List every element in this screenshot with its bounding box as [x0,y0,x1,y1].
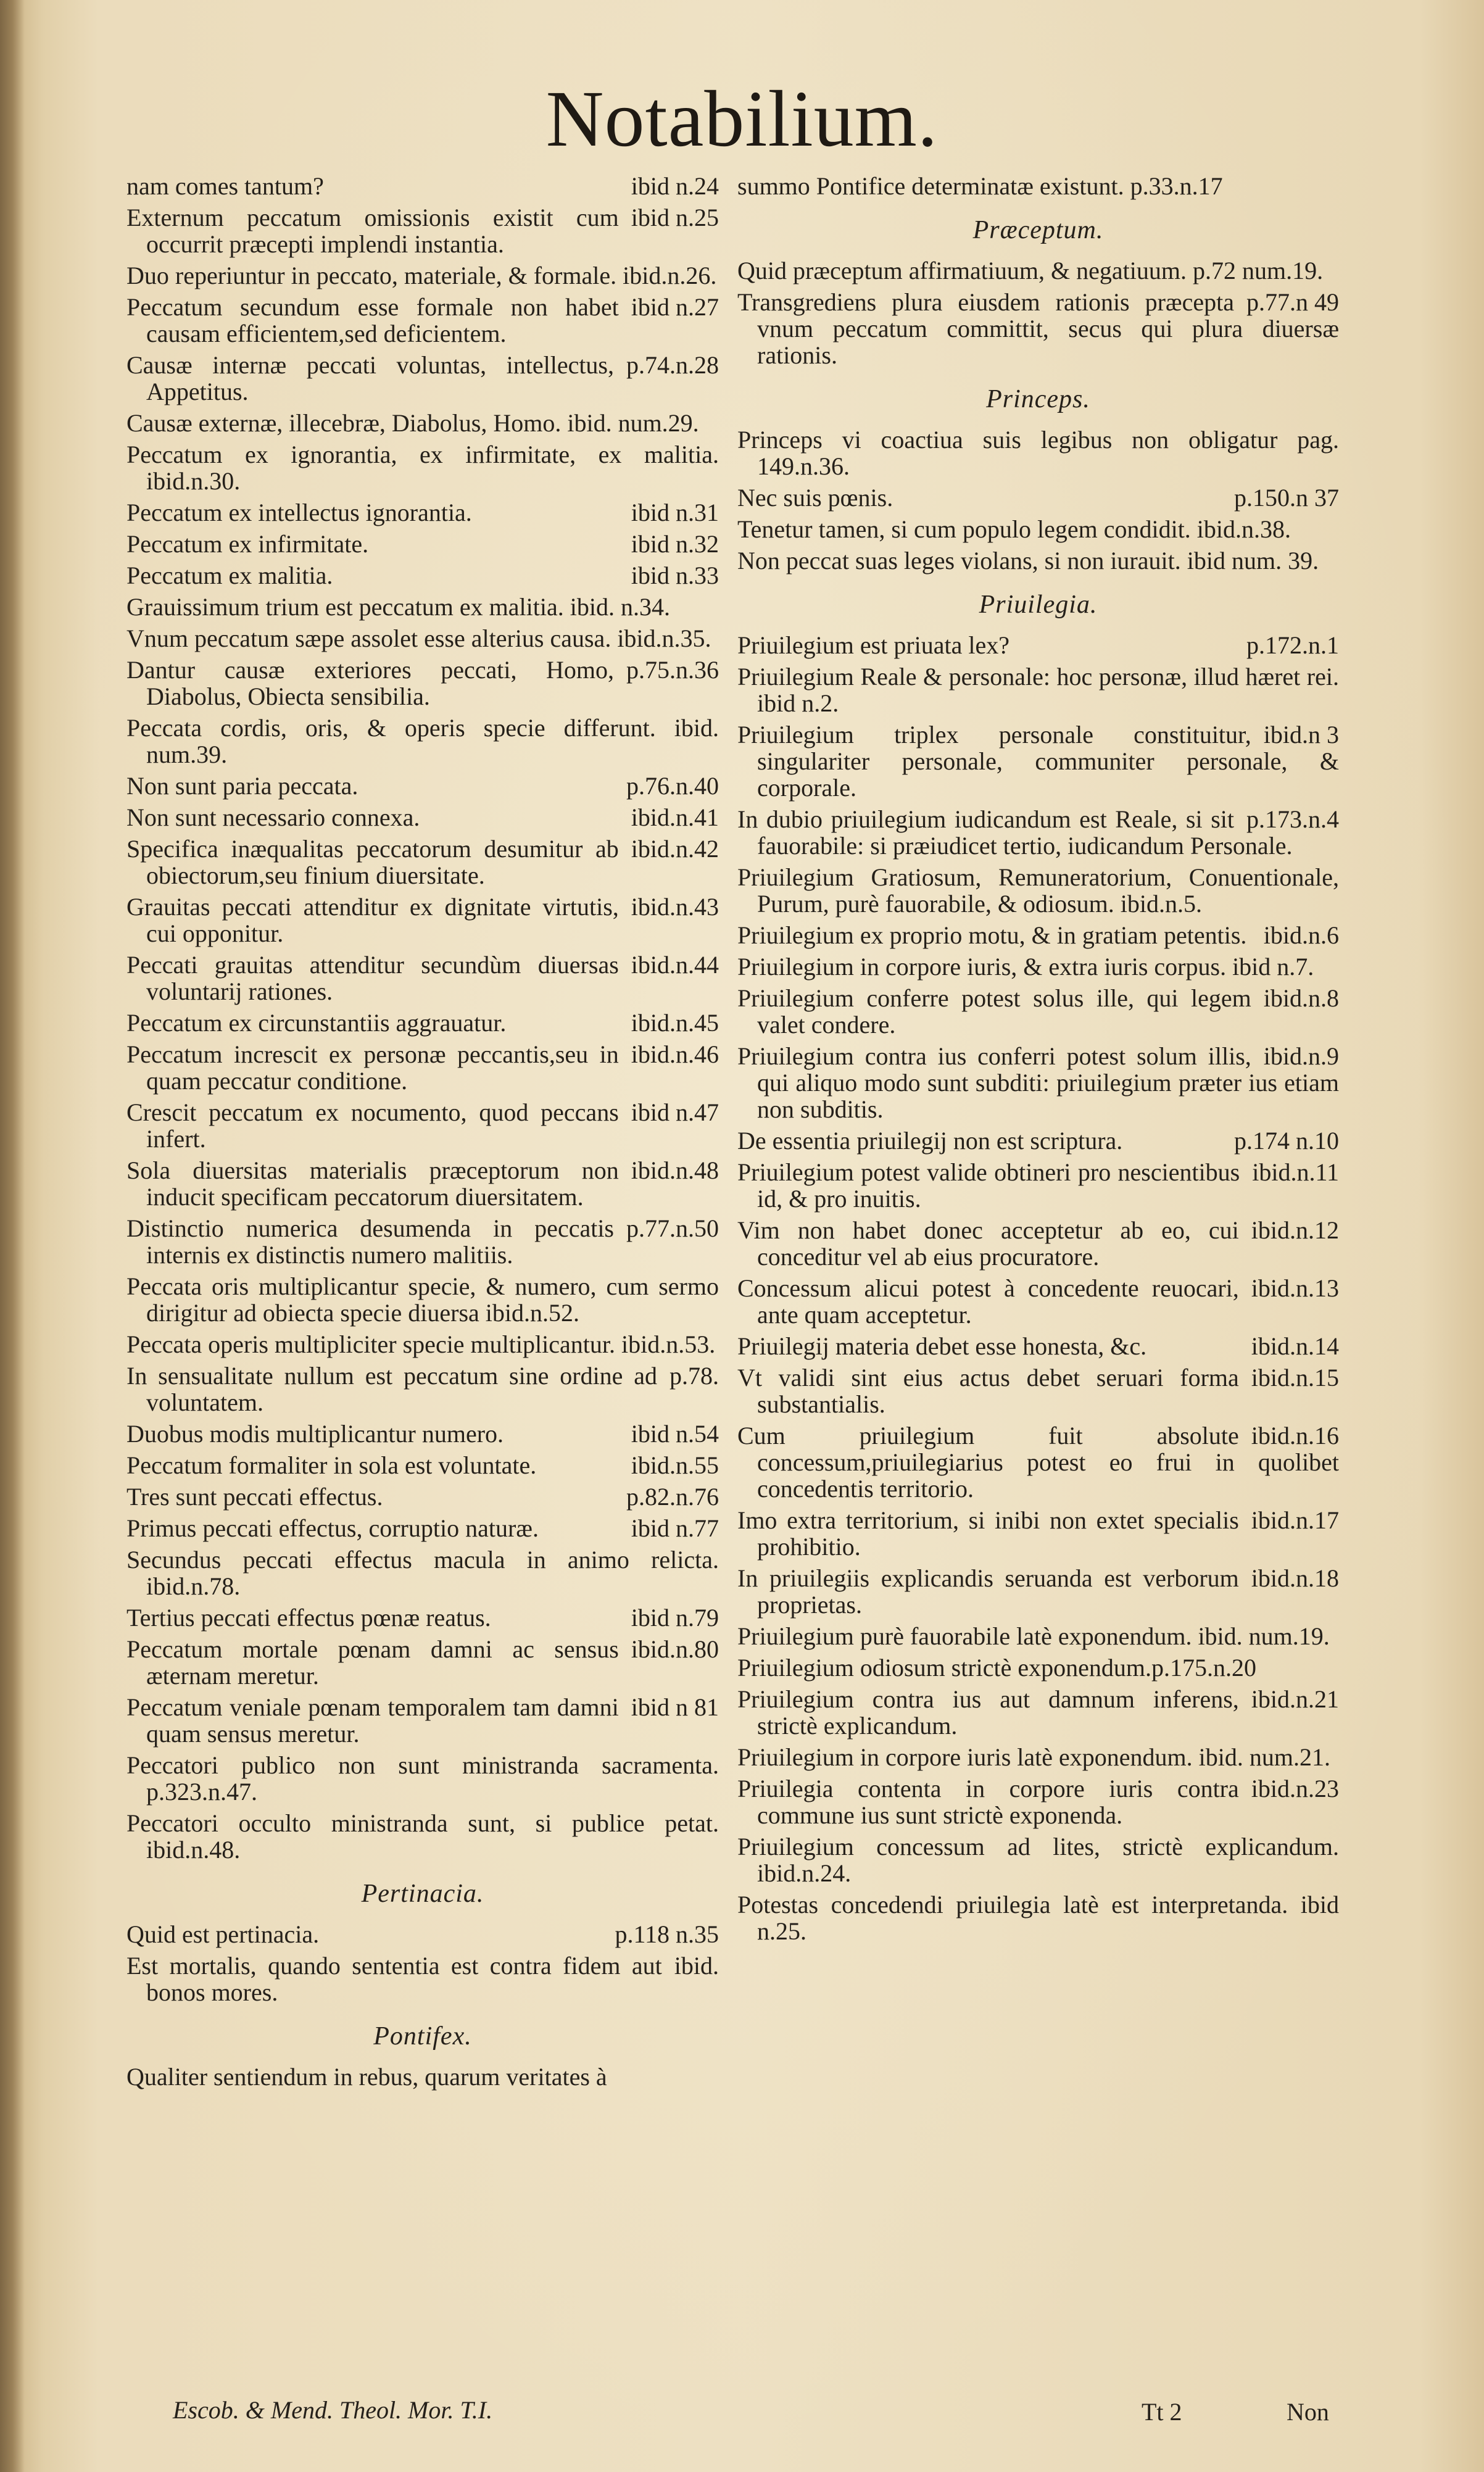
index-entry [737,922,1339,948]
entry-reference: ibid n.54 [631,1420,719,1448]
entry-reference: ibid n 81 [631,1693,719,1721]
entry-reference: ibid.n.48 [631,1156,719,1184]
index-entry [126,173,719,199]
index-entry [737,1275,1339,1328]
index-entry [737,547,1339,574]
index-entry [126,1604,719,1631]
entry-text: Peccatori publico non sunt ministranda sacramenta. p.323.n.47. [126,1751,719,1806]
entry-text: Tertius peccati effectus pœnæ reatus. [126,1604,491,1632]
entry-text: Peccatum ex ignorantia, ex infirmitate, ex malitia. ibid.n.30. [126,441,719,495]
section-heading: Pertinacia. [361,1880,484,1908]
entry-text: Peccatum ex malitia. [126,562,333,589]
index-entry [737,516,1339,542]
entry-text: Priuilegij materia debet esse honesta, &c. [737,1332,1147,1360]
entry-text: Distinctio numerica desumenda in peccatis internis ex distinctis numero malitiis. [126,1214,614,1269]
entry-reference: ibid n.24 [631,172,719,200]
index-entry [737,1623,1339,1649]
index-entry [126,773,719,799]
index-entry [126,410,719,436]
entry-reference: ibid n.77 [631,1514,719,1542]
entry-text: Peccatori occulto ministranda sunt, si publice petat. ibid.n.48. [126,1809,719,1864]
index-entry [737,1364,1339,1417]
entry-reference: p.76.n.40 [626,772,719,800]
entry-text: Grauissimum trium est peccatum ex malitia. ibid. n.34. [126,593,670,621]
entry-text: Peccata operis multipliciter specie multiplicantur. ibid.n.53. [126,1330,716,1358]
entry-text: Est mortalis, quando sententia est contra fidem aut bonos mores. [126,1952,662,2006]
entry-reference: ibid.n.46 [631,1040,719,1068]
entry-text: Priuilegium in corpore iuris latè exponendum. ibid. num.21. [737,1743,1330,1771]
index-entry [737,1507,1339,1560]
entry-text: Sola diuersitas materialis præceptorum non inducit specificam peccatorum diuersitatem. [126,1156,619,1211]
index-entry [737,1775,1339,1828]
entry-text: Tres sunt peccati effectus. [126,1483,383,1511]
entry-reference: ibid.n 3 [1263,721,1339,749]
index-entry [737,1043,1339,1122]
entry-text: Peccatum formaliter in sola est voluntate. [126,1451,537,1479]
entry-reference: ibid.n.42 [631,835,719,863]
printer-signature-mark: Tt 2 [1142,2398,1182,2426]
index-entry [737,1127,1339,1154]
index-entry [126,1452,719,1479]
index-entry [737,1833,1339,1886]
entry-reference: ibid.n.16 [1251,1422,1339,1450]
entry-text: Specifica inæqualitas peccatorum desumitur ab obiectorum,seu finium diuersitate. [126,835,619,889]
section-heading: Priuilegia. [979,591,1098,619]
index-entry [737,289,1339,368]
entry-text: Peccatum veniale pœnam temporalem tam damni quam sensus meretur. [126,1693,619,1748]
index-entry [126,1752,719,1805]
entry-reference: ibid.n.12 [1251,1216,1339,1244]
index-entry [737,1744,1339,1770]
index-entry [126,836,719,889]
entry-reference: ibid.n.9 [1263,1042,1339,1070]
entry-text: Duobus modis multiplicantur numero. [126,1420,504,1448]
entry-text: Priuilegia contenta in corpore iuris contra commune ius sunt strictè exponenda. [737,1775,1239,1829]
index-entry [126,1363,719,1416]
entry-text: Priuilegium contra ius conferri potest solum illis, qui aliquo modo sunt subditi: priuilegium præter ius etiam non subditis. [737,1042,1339,1123]
entry-text: Priuilegium potest valide obtineri pro nescientibus id, & pro inuitis. [737,1158,1240,1213]
entry-reference: ibid.n.21 [1251,1685,1339,1713]
entry-reference: p.118 n.35 [615,1920,719,1948]
entry-reference: ibid.n.18 [1251,1564,1339,1592]
entry-reference: ibid.n.17 [1251,1506,1339,1534]
index-entry [126,1331,719,1358]
entry-text: Duo reperiuntur in peccato, materiale, & formale. ibid.n.26. [126,262,717,289]
index-entry [737,953,1339,980]
entry-text: Priuilegium est priuata lex? [737,631,1009,659]
index-entry [737,173,1339,199]
index-entry [126,262,719,289]
entry-reference: ibid n.27 [631,293,719,321]
section-heading: Præceptum. [972,216,1104,244]
entry-text: Quid est pertinacia. [126,1920,320,1948]
entry-text: Vim non habet donec acceptetur ab eo, cui conceditur vel ab eius procuratore. [737,1216,1239,1271]
entry-text: Tenetur tamen, si cum populo legem condidit. ibid.n.38. [737,515,1291,543]
entry-text: Peccatum secundum esse formale non habet causam efficientem,sed deficientem. [126,293,619,347]
index-entry [737,1565,1339,1618]
entry-reference: ibid.n.43 [631,893,719,921]
entry-text: Priuilegium odiosum strictè exponendum.p.175.n.20 [737,1654,1257,1682]
entry-reference: p.150.n 37 [1234,484,1339,512]
entry-text: Peccata cordis, oris, & operis specie differunt. ibid. num.39. [126,714,719,768]
index-entry [126,952,719,1005]
entry-reference: ibid n.32 [631,530,719,558]
entry-reference: p.77.n.50 [626,1214,719,1242]
index-entry [737,426,1339,479]
index-entry [126,204,719,257]
entry-text: Peccatum ex intellectus ignorantia. [126,499,472,526]
section-heading: Princeps. [986,385,1090,413]
entry-reference: ibid n.31 [631,499,719,526]
entry-text: Causæ externæ, illecebræ, Diabolus, Homo. ibid. num.29. [126,409,699,437]
section-heading: Pontifex. [373,2022,472,2051]
entry-reference: ibid.n.14 [1251,1332,1339,1360]
index-entry [737,1217,1339,1270]
index-entry [737,632,1339,658]
entry-text: Priuilegium ex proprio motu, & in gratiam petentis. [737,921,1247,949]
entry-text: Primus peccati effectus, corruptio naturæ. [126,1514,539,1542]
entry-reference: ibid. [674,1952,719,1980]
entry-text: Peccatum increscit ex personæ peccantis,seu in quam peccatur conditione. [126,1040,619,1095]
index-entry [126,715,719,768]
entry-text: In dubio priuilegium iudicandum est Reale, si sit fauorabile: si præiudicet tertio, iudicandum Personale. [737,805,1293,860]
entry-reference: p.78. [669,1362,719,1390]
index-entry [126,1636,719,1689]
entry-text: Priuilegium conferre potest solus ille, qui legem valet condere. [737,984,1251,1039]
index-entry [737,663,1339,716]
index-entry [126,1041,719,1094]
entry-text: Priuilegium triplex personale constituitur, singulariter personale, communiter personale, & corporale. [737,721,1339,802]
index-entry [737,864,1339,917]
index-entry [126,1010,719,1036]
index-entry [126,1515,719,1541]
entry-text: Princeps vi coactiua suis legibus non obligatur pag. 149.n.36. [737,426,1339,480]
index-entry [737,1891,1339,1944]
index-entry [126,562,719,589]
entry-text: Priuilegium concessum ad lites, strictè explicandum. ibid.n.24. [737,1833,1339,1887]
index-entry [737,1159,1339,1212]
entry-text: Concessum alicui potest à concedente reuocari, ante quam acceptetur. [737,1274,1239,1329]
index-entry [737,721,1339,801]
entry-text: Peccata oris multiplicantur specie, & numero, cum sermo dirigitur ad obiecta specie diuersa ibid.n.52. [126,1272,719,1327]
index-entry [737,806,1339,859]
page-title: Notabilium. [545,75,939,164]
index-entry [126,499,719,526]
catchword: Non [1287,2398,1329,2426]
entry-text: Dantur causæ exteriores peccati, Homo, Diabolus, Obiecta sensibilia. [126,656,614,710]
index-entry [126,1921,719,1947]
index-entry [126,1810,719,1863]
index-entry [126,441,719,494]
index-column-right [737,173,1339,1949]
entry-text: Priuilegium purè fauorabile latè exponendum. ibid. num.19. [737,1622,1330,1650]
entry-reference: ibid.n.23 [1251,1775,1339,1802]
index-entry [126,1952,719,2005]
entry-reference: ibid.n.45 [631,1009,719,1037]
index-entry [126,1694,719,1747]
index-entry [126,1215,719,1268]
entry-reference: ibid.n.80 [631,1635,719,1663]
entry-text: Qualiter sentiendum in rebus, quarum veritates à [126,2063,607,2091]
entry-text: Secundus peccati effectus macula in animo relicta. ibid.n.78. [126,1546,719,1600]
index-entry [126,1099,719,1152]
entry-text: Non peccat suas leges violans, si non iurauit. ibid num. 39. [737,547,1319,574]
entry-text: Crescit peccatum ex nocumento, quod peccans infert. [126,1098,619,1153]
entry-text: Priuilegium Gratiosum, Remuneratorium, Conuentionale, Purum, purè fauorabile, & odiosum. ibid.n.5. [737,863,1339,918]
index-entry [737,1654,1339,1681]
entry-text: Potestas concedendi priuilegia latè est interpretanda. ibid n.25. [737,1891,1339,1945]
entry-reference: p.75.n.36 [626,656,719,684]
entry-text: Cum priuilegium fuit absolute concessum,priuilegiarius potest eo frui in quolibet concedentis territorio. [737,1422,1339,1503]
entry-text: De essentia priuilegij non est scriptura. [737,1127,1123,1155]
entry-text: Peccatum ex circunstantiis aggrauatur. [126,1009,507,1037]
entry-text: Grauitas peccati attenditur ex dignitate virtutis, cui opponitur. [126,893,619,947]
entry-reference: p.172.n.1 [1246,631,1339,659]
index-entry [126,531,719,557]
index-entry [126,294,719,347]
entry-text: nam comes tantum? [126,172,324,200]
index-entry [126,1273,719,1326]
entry-text: In sensualitate nullum est peccatum sine ordine ad voluntatem. [126,1362,657,1416]
entry-reference: ibid.n.11 [1252,1158,1339,1186]
entry-reference: ibid.n.8 [1263,984,1339,1012]
entry-reference: ibid n.47 [631,1098,719,1126]
index-entry [126,1483,719,1510]
entry-text: Peccatum mortale pœnam damni ac sensus æternam meretur. [126,1635,619,1690]
entry-text: Transgrediens plura eiusdem rationis præcepta vnum peccatum committit, secus qui plura diuersæ rationis. [737,288,1339,369]
entry-text: summo Pontifice determinatæ existunt. p.33.n.17 [737,172,1223,200]
index-entry [126,625,719,652]
entry-text: Vt validi sint eius actus debet seruari forma substantialis. [737,1364,1239,1418]
index-entry [126,1157,719,1210]
entry-reference: p.173.n.4 [1246,805,1339,833]
entry-reference: ibid.n.13 [1251,1274,1339,1302]
entry-text: In priuilegiis explicandis seruanda est verborum proprietas. [737,1564,1239,1619]
entry-text: Non sunt necessario connexa. [126,803,420,831]
index-entry [126,1546,719,1599]
index-entry [126,894,719,947]
index-column-left [126,173,719,2095]
entry-text: Imo extra territorium, si inibi non extet specialis prohibitio. [737,1506,1239,1561]
entry-reference: ibid n.25 [631,204,719,231]
entry-text: Vnum peccatum sæpe assolet esse alterius causa. ibid.n.35. [126,624,711,652]
index-entry [737,1333,1339,1359]
index-entry [126,594,719,620]
index-entry [737,484,1339,511]
entry-reference: p.174 n.10 [1234,1127,1339,1155]
index-entry [737,1422,1339,1502]
entry-text: Nec suis pœnis. [737,484,893,512]
index-entry [126,1421,719,1447]
entry-text: Causæ internæ peccati voluntas, intellectus, Appetitus. [126,351,614,405]
entry-reference: ibid.n.41 [631,803,719,831]
entry-reference: p.74.n.28 [626,351,719,379]
entry-reference: ibid n.79 [631,1604,719,1632]
index-entry [737,985,1339,1038]
entry-text: Externum peccatum omissionis existit cum occurrit præcepti implendi instantia. [126,204,619,258]
entry-text: Peccatum ex infirmitate. [126,530,369,558]
index-entry [126,2063,719,2090]
entry-reference: ibid.n.55 [631,1451,719,1479]
index-entry [126,352,719,405]
index-entry [126,657,719,710]
index-entry [737,257,1339,284]
index-entry [126,804,719,831]
entry-text: Quid præceptum affirmatiuum, & negatiuum. p.72 num.19. [737,257,1324,284]
entry-text: Peccati grauitas attenditur secundùm diuersas voluntarij rationes. [126,951,619,1005]
page-gutter-shadow [0,0,25,2472]
entry-reference: p.82.n.76 [626,1483,719,1511]
entry-text: Non sunt paria peccata. [126,772,359,800]
entry-text: Priuilegium in corpore iuris, & extra iuris corpus. ibid n.7. [737,953,1314,981]
entry-reference: ibid n.33 [631,562,719,589]
entry-reference: ibid.n.15 [1251,1364,1339,1392]
entry-reference: p.77.n 49 [1246,288,1339,316]
entry-reference: ibid.n.6 [1263,921,1339,949]
footer-running-title: Escob. & Mend. Theol. Mor. T.I. [173,2396,493,2424]
index-entry [737,1686,1339,1739]
entry-reference: ibid.n.44 [631,951,719,979]
entry-text: Priuilegium Reale & personale: hoc personæ, illud hæret rei. ibid n.2. [737,663,1339,717]
entry-text: Priuilegium contra ius aut damnum inferens, strictè explicandum. [737,1685,1239,1740]
